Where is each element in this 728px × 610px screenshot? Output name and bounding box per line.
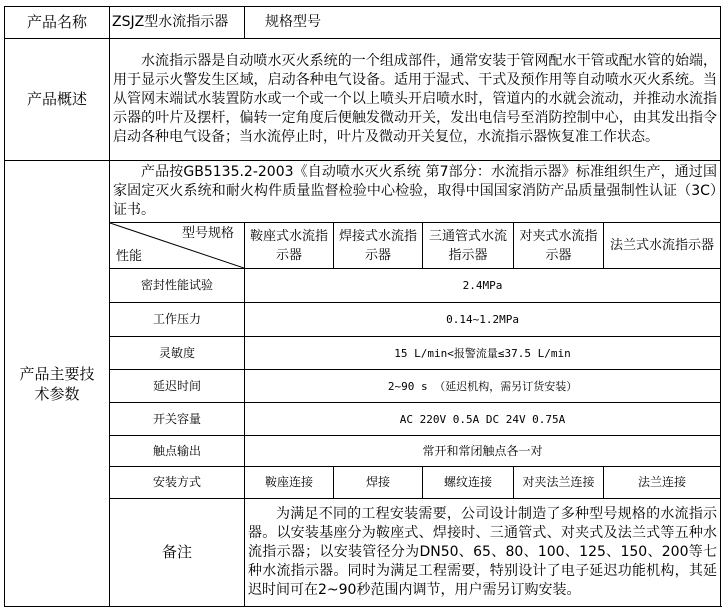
row-value-working-pressure: 0.14~1.2MPa (245, 303, 721, 337)
product-name-value: ZSJZ型水流指示器 (110, 7, 245, 39)
header-diagonal-cell (110, 223, 245, 269)
row-value-contact-output: 常开和常闭触点各一对 (245, 436, 721, 467)
row-label-contact-output: 触点输出 (110, 436, 245, 467)
row-value-delay-time: 2~90 s （延迟机构，需另订货安装） (245, 370, 721, 403)
product-spec-table (4, 6, 721, 607)
params-label-text: 产品主要技术参数 (19, 364, 95, 403)
model-label: 规格型号 (265, 14, 321, 30)
overview-label: 产品概述 (5, 39, 110, 161)
install-flange: 法兰连接 (604, 467, 721, 499)
install-welded: 焊接 (334, 467, 423, 499)
params-label (5, 161, 110, 607)
install-wafer-flange: 对夹法兰连接 (514, 467, 604, 499)
model-saddle: 鞍座式水流指示器 (245, 223, 334, 269)
row-value-sensitivity: 15 L/min<报警流量≤37.5 L/min (245, 337, 721, 370)
overview-text: 水流指示器是自动喷水灭火系统的一个组成部件，通常安装于管网配水干管或配水管的始端，用于显示火警发生区域，启动各种电气设备。适用于湿式、干式及预作用等自动喷水灭火系统。当从管网末端试水装置防水或一个或一个以上喷头开启喷水时，管道内的水就会流动，并推动水流指示器的叶片及摆杆，偏转一定角度后便触发微动开关，发出电信号至消防控制中心，由其发出指令启动各种电气设备；当水流停止时，叶片及微动开关复位，水流指示器恢复准工作状态。 (110, 39, 721, 161)
model-flange: 法兰式水流指示器 (604, 223, 721, 269)
row-label-switch-capacity: 开关容量 (110, 403, 245, 436)
row-value-seal-test: 2.4MPa (245, 269, 721, 303)
model-welded: 焊接式水流指示器 (334, 223, 423, 269)
model-wafer: 对夹式水流指示器 (514, 223, 604, 269)
header-model-spec: 型号规格 (181, 226, 234, 241)
standard-text: 产品按GB5135.2-2003《自动喷水灭火系统 第7部分：水流指示器》标准组织生产，通过国家固定灭火系统和耐火构件质量监督检验中心检验，取得中国国家消防产品质量强制性认证（3C）证书。 (110, 161, 721, 223)
product-name-label: 产品名称 (5, 7, 110, 39)
install-saddle: 鞍座连接 (245, 467, 334, 499)
row-value-switch-capacity: AC 220V 0.5A DC 24V 0.75A (245, 403, 721, 436)
remarks-text: 为满足不同的工程安装需要，公司设计制造了多种型号规格的水流指示器。以安装基座分为鞍座式、焊接时、三通管式、对夹式及法兰式等五种水流指示器；以安装管径分为DN50、65、80、100、125、150、200等七种水流指示器。同时为满足工程需要，特别设计了电子延迟功能机构，其延迟时间可在2~90秒范围内调节，用户需另订购安装。 (245, 499, 721, 607)
row-label-delay-time: 延迟时间 (110, 370, 245, 403)
model-cell (245, 7, 721, 39)
model-tee: 三通管式水流指示器 (423, 223, 514, 269)
row-label-working-pressure: 工作压力 (110, 303, 245, 337)
header-performance: 性能 (116, 249, 143, 264)
row-label-install: 安装方式 (110, 467, 245, 499)
remarks-label: 备注 (110, 499, 245, 607)
row-label-sensitivity: 灵敏度 (110, 337, 245, 370)
install-threaded: 螺纹连接 (423, 467, 514, 499)
row-label-seal-test: 密封性能试验 (110, 269, 245, 303)
